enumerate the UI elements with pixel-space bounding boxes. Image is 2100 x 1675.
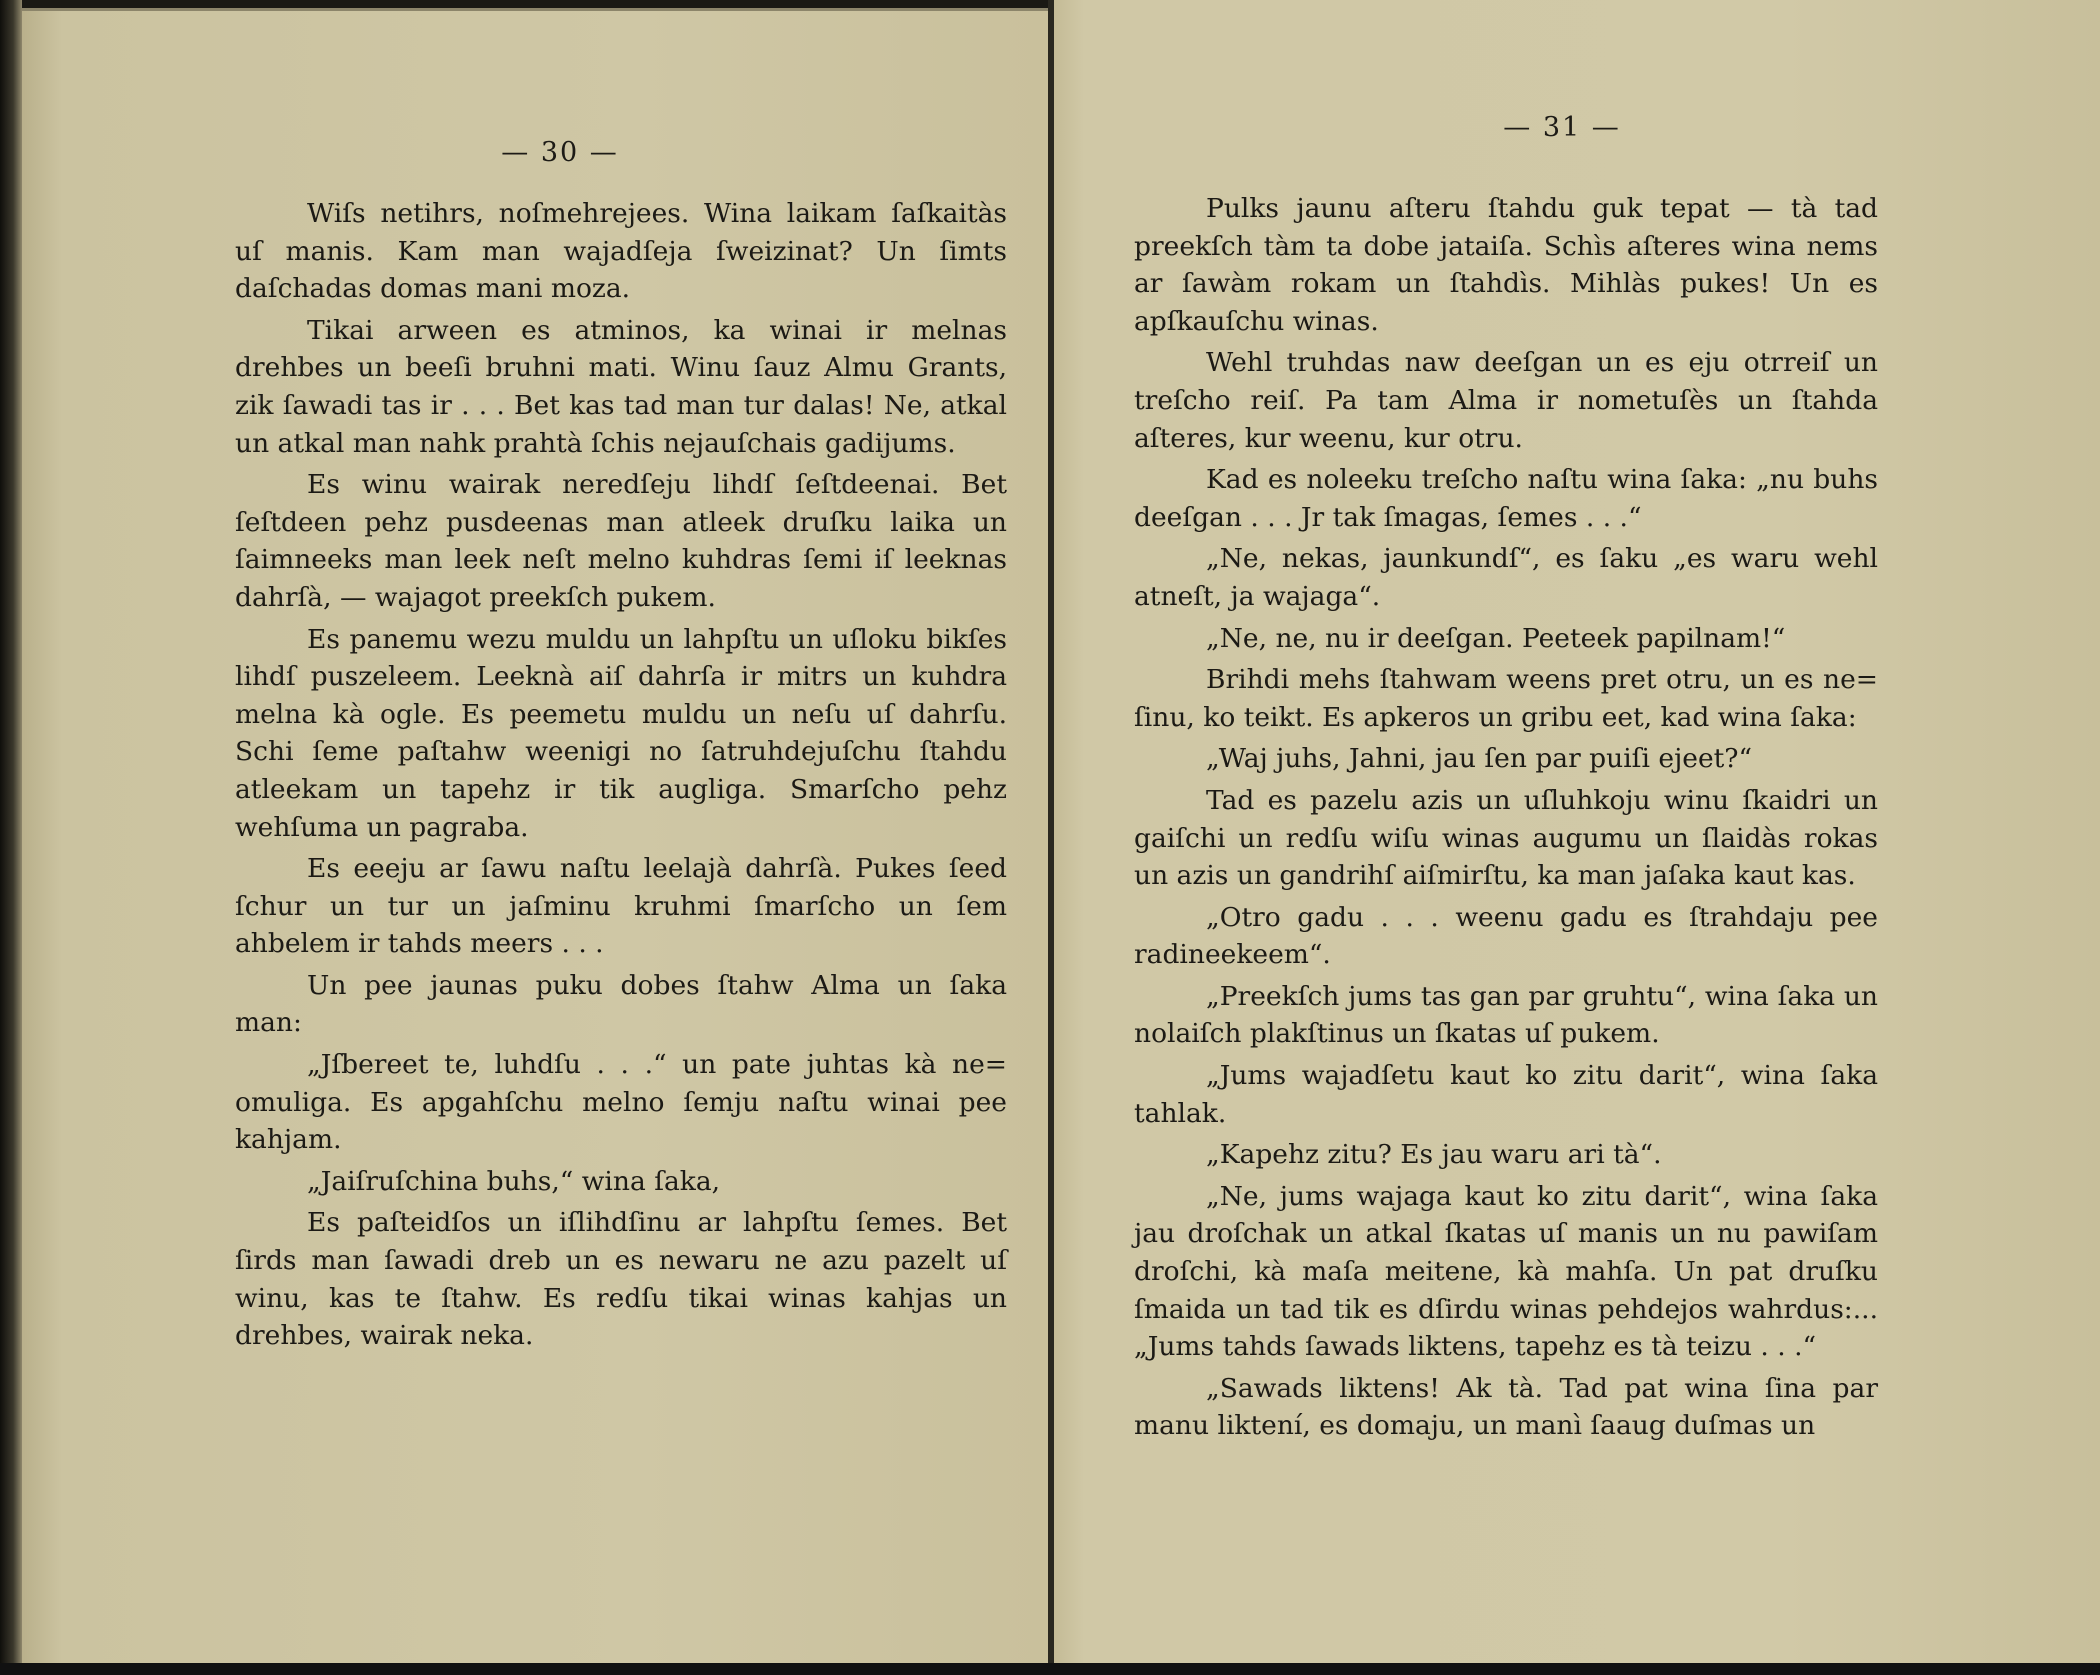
paragraph: „Kapehz zitu? Es jau waru ari tà“. (1206, 1139, 1662, 1171)
page-text (235, 195, 1007, 1359)
paragraph: Tad es pazelu azis un uſluhkoju winu ſkaidri un gaiſchi un redſu wiſu winas augumu un ſlaidàs rokas un azis un gandrihſ aiſmirſtu, ka man jaſaka kaut kas. (1134, 784, 1878, 892)
paragraph: Tikai arween es atminos, ka winai ir melnas drehbes un beeſi bruhni mati. Winu ſauz Almu Grants, zik ſawadi tas ir . . . Bet kas tad man tur dalas! Ne, atkal un atkal man nahk prahtà ſchis nejauſchais gadijums. (235, 314, 1007, 459)
paragraph: Wiſs netihrs, noſmehrejees. Wina laikam ſaſkaitàs uſ manis. Kam man wajadſeja ſweizinat? Un ſimts daſchadas domas mani moza. (235, 198, 1007, 305)
paragraph: „Otro gadu . . . weenu gadu es ſtrahdaju pee radineekeem“. (1134, 901, 1878, 971)
paragraph: Wehl truhdas naw deeſgan un es eju otrreiſ un treſcho reiſ. Pa tam Alma ir nometuſès un ſtahda aſteres, kur weenu, kur otru. (1134, 347, 1878, 454)
paragraph: Kad es noleeku treſcho naſtu wina ſaka: „nu buhs deeſgan . . . Jr tak ſmagas, ſemes . . .“ (1134, 464, 1878, 533)
book-edge-bottom (0, 1663, 2100, 1675)
paragraph: Es eeeju ar ſawu naſtu leelajà dahrſà. Pukes ſeed ſchur un tur un jaſminu kruhmi ſmarſcho un ſem ahbelem ir tahds meers . . . (235, 853, 1007, 960)
paragraph: „Ne, ne, nu ir deeſgan. Peeteek papilnam!“ (1206, 622, 1786, 654)
paragraph: Es winu wairak neredſeju lihdſ ſeſtdeenai. Bet ſeſtdeen pehz pusdeenas man atleek druſku laika un ſaimneeks man leek neſt melno kuhdras ſemi iſ leeknas dahrſà, — wajagot preekſch pukem. (235, 469, 1007, 613)
page-number: — 31 — (1503, 112, 1621, 143)
paragraph: „Jaiſruſchina buhs,“ wina ſaka, (307, 1165, 721, 1197)
page-text (1134, 190, 1878, 1449)
paragraph: „Preekſch jums tas gan par gruhtu“, wina ſaka un nolaiſch plakſtinus un ſkatas uſ pukem. (1134, 980, 1878, 1050)
paragraph: „Waj juhs, Jahni, jau ſen par puiſi ejeet?“ (1206, 743, 1753, 775)
paragraph: Es paſteidſos un iſlihdſinu ar lahpſtu ſemes. Bet ſirds man ſawadi dreb un es newaru ne azu pazelt uſ winu, kas te ſtahw. Es redſu tikai winas kahjas un drehbes, wairak neka. (235, 1207, 1007, 1352)
paragraph: „Jums wajadſetu kaut ko zitu darit“, wina ſaka tahlak. (1134, 1060, 1878, 1129)
paragraph: Es panemu wezu muldu un lahpſtu un uſloku bikſes lihdſ puszeleem. Leeknà aiſ dahrſa ir mitrs un kuhdra melna kà ogle. Es peemetu muldu un neſu uſ dahrſu. Schi ſeme paſtahw weenigi no ſatruhdejuſchu ſtahdu atleekam un tapehz ir tik augliga. Smarſcho pehz wehſuma un pagraba. (235, 623, 1007, 843)
right-page (1054, 0, 2100, 1663)
paragraph: „Jſbereet te, luhdſu . . .“ un pate juhtas kà ne= omuliga. Es apgahſchu melno ſemju naſtu winai pee kahjam. (235, 1049, 1007, 1156)
paragraph: Brihdi mehs ſtahwam weens pret otru, un es ne= ſinu, ko teikt. Es apkeros un gribu eet, kad wina ſaka: (1134, 664, 1878, 733)
paragraph: „Sawads liktens! Ak tà. Tad pat wina ſina par manu liktení, es domaju, un manì ſaaug duſmas un (1134, 1372, 1878, 1442)
paragraph: Un pee jaunas puku dobes ſtahw Alma un ſaka man: (235, 969, 1007, 1039)
paragraph: Pulks jaunu aſteru ſtahdu guk tepat — tà tad preekſch tàm ta dobe jataiſa. Schìs aſteres wina nems ar ſawàm rokam un ſtahdìs. Mihlàs pukes! Un es apſkauſchu winas. (1134, 193, 1878, 337)
book-edge (0, 0, 22, 1675)
paragraph: „Ne, jums wajaga kaut ko zitu darit“, wina ſaka jau droſchak un atkal ſkatas uſ manis un nu pawiſam droſchi, kà maſa meitene, kà mahſa. Un pat druſku ſmaida un tad tik es dſirdu winas pehdejos wahrdus:... „Jums tahds ſawads liktens, tapehz es tà teizu . . .“ (1134, 1180, 1878, 1363)
left-page (22, 8, 1050, 1663)
page-number: — 30 — (501, 137, 619, 168)
paragraph: „Ne, nekas, jaunkundſ“, es ſaku „es waru wehl atneſt, ja wajaga“. (1134, 543, 1878, 612)
